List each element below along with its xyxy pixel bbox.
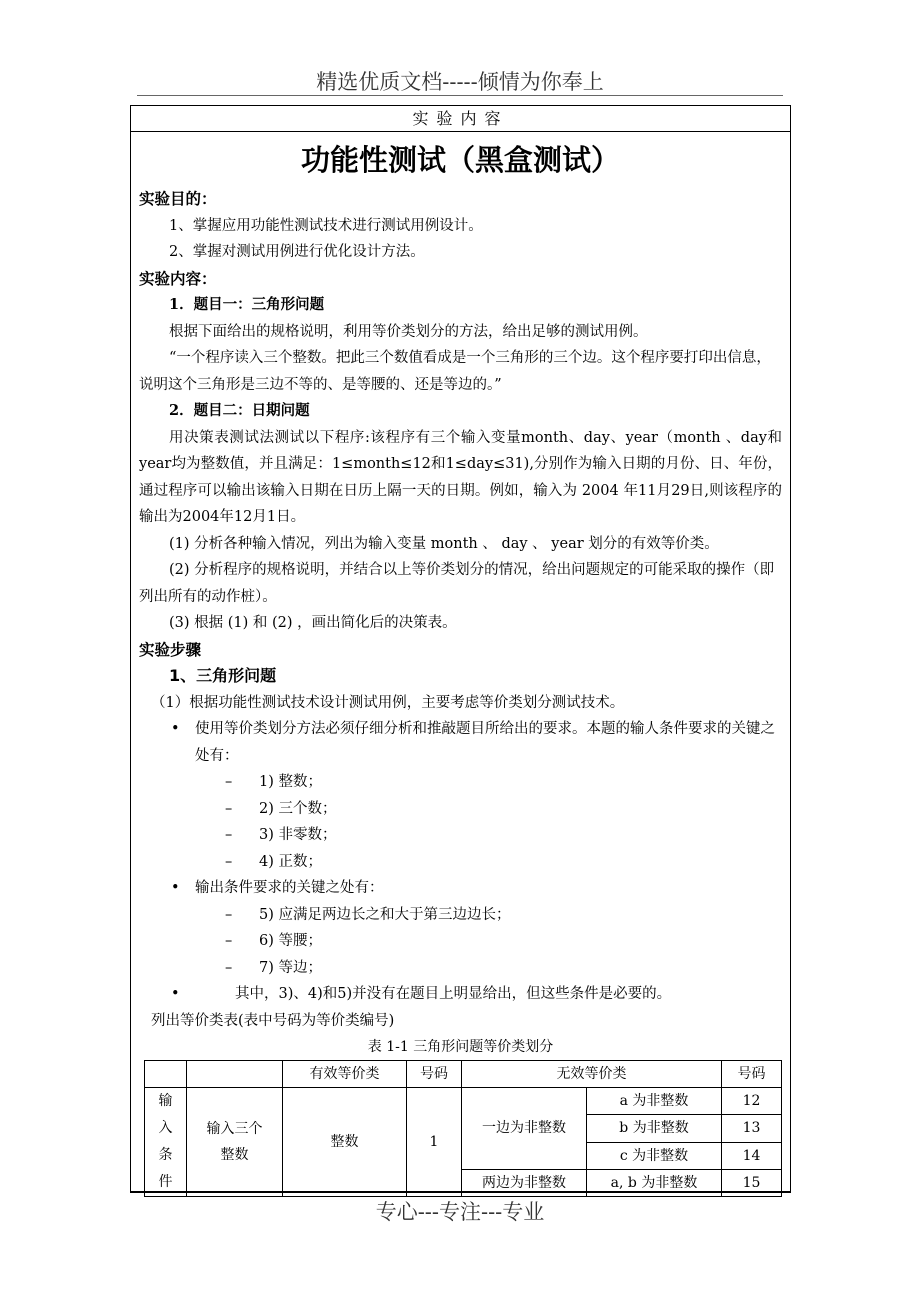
steps-heading: 实验步骤 <box>139 640 202 659</box>
box-title: 实验内容 <box>131 106 790 132</box>
dash-item: – 3) 非零数； <box>139 822 782 849</box>
q1-paragraph: 根据下面给出的规格说明，利用等价类划分的方法，给出足够的测试用例。 <box>169 323 648 340</box>
invalid-number-cell: 14 <box>722 1142 782 1169</box>
dash-item: – 1) 整数； <box>139 769 782 796</box>
invalid-class-cell: b 为非整数 <box>587 1115 722 1142</box>
header-cell <box>145 1061 187 1088</box>
q1-quote: “一个程序读入三个整数。把此三个数值看成是一个三角形的三个边。这个程序要打印出信息，说明这个三角形是三边不等的、是等腰的、还是等边的。” <box>139 350 771 393</box>
valid-number-cell: 1 <box>407 1088 462 1197</box>
dash-icon: – <box>225 906 233 923</box>
dash-icon: – <box>225 827 233 843</box>
steps-sub-heading: 1、三角形问题 <box>169 666 277 685</box>
dash-icon: – <box>225 800 233 817</box>
header-cell <box>187 1061 283 1088</box>
dash-item: – 4) 正数； <box>139 849 782 876</box>
bullet-item: • 使用等价类划分方法必须仔细分析和推敲题目所给出的要求。本题的输人条件要求的关键之处有： <box>139 716 782 769</box>
dash-icon: – <box>225 774 233 790</box>
content-heading: 实验内容： <box>139 269 217 288</box>
invalid-class-cell: a, b 为非整数 <box>587 1169 722 1196</box>
dash-item: – 7) 等边； <box>139 955 782 982</box>
table-caption: 表 1-1 三角形问题等价类划分 <box>367 1039 554 1055</box>
steps-paragraph: 列出等价类表(表中号码为等价类编号) <box>151 1012 395 1029</box>
dash-icon: – <box>225 933 233 949</box>
header-cell: 无效等价类 <box>462 1061 722 1088</box>
content <box>131 186 790 1197</box>
dash-item: – 2) 三个数； <box>139 796 782 823</box>
q2-title: 2．题目二：日期问题 <box>169 402 310 419</box>
experiment-box <box>130 105 791 1193</box>
header-divider <box>137 95 783 96</box>
purpose-item: 1、掌握应用功能性测试技术进行测试用例设计。 <box>169 217 483 234</box>
invalid-number-cell: 13 <box>722 1115 782 1142</box>
bullet-icon: • <box>171 986 180 1002</box>
q1-title: 1．题目一：三角形问题 <box>169 296 325 313</box>
steps-paragraph: （1）根据功能性测试技术设计测试用例，主要考虑等价类划分测试技术。 <box>151 694 625 711</box>
table-header-row <box>145 1061 782 1088</box>
q2-item: (2) 分析程序的规格说明，并结合以上等价类划分的情况，给出问题规定的可能采取的操作（即列出所有的动作桩）。 <box>139 562 775 605</box>
invalid-group-cell: 两边为非整数 <box>462 1169 587 1196</box>
invalid-class-cell: c 为非整数 <box>587 1142 722 1169</box>
dash-icon: – <box>225 959 233 976</box>
invalid-group-cell: 一边为非整数 <box>462 1088 587 1170</box>
header-cell: 号码 <box>407 1061 462 1088</box>
page-footer: 专心---专注---专业 <box>375 1200 545 1224</box>
row-group-cell: 输入条件 <box>145 1088 187 1197</box>
bullet-item: • 其中，3)、4)和5)并没有在题目上明显给出，但这些条件是必要的。 <box>139 981 782 1008</box>
header-cell: 有效等价类 <box>283 1061 407 1088</box>
q2-item: (1) 分析各种输入情况，列出为输入变量 month 、 day 、 year 划分的有效等价类。 <box>169 535 719 552</box>
q2-item: (3) 根据 (1) 和 (2) ，画出简化后的决策表。 <box>169 615 457 631</box>
equivalence-class-table <box>144 1060 782 1197</box>
condition-cell: 输入三个整数 <box>187 1088 283 1197</box>
valid-class-cell: 整数 <box>283 1088 407 1197</box>
purpose-item: 2、掌握对测试用例进行优化设计方法。 <box>169 244 425 260</box>
dash-icon: – <box>225 853 233 870</box>
bullet-icon: • <box>171 721 180 737</box>
document-title: 功能性测试（黑盒测试） <box>300 143 620 177</box>
invalid-number-cell: 12 <box>722 1088 782 1115</box>
header-cell: 号码 <box>722 1061 782 1088</box>
bullet-item: • 输出条件要求的关键之处有： <box>139 875 782 902</box>
dash-item: – 6) 等腰； <box>139 928 782 955</box>
q2-paragraph: 用决策表测试法测试以下程序:该程序有三个输入变量month、day、year（month 、day和year均为整数值，并且满足：1≤month≤12和1≤day≤31),分别作为输入日期的月份、日、年份，通过程序可以输出该输入日期在日历上隔一天的日期。例如，输入为 2004 年11月29日,则该程序的输出为2004年12月1日。 <box>139 429 782 525</box>
invalid-number-cell: 15 <box>722 1169 782 1196</box>
invalid-class-cell: a 为非整数 <box>587 1088 722 1115</box>
table-row <box>145 1088 782 1115</box>
page-header: 精选优质文档-----倾情为你奉上 <box>316 70 604 94</box>
bullet-icon: • <box>171 880 180 896</box>
purpose-heading: 实验目的： <box>139 190 217 208</box>
dash-item: – 5) 应满足两边长之和大于第三边边长； <box>139 902 782 929</box>
